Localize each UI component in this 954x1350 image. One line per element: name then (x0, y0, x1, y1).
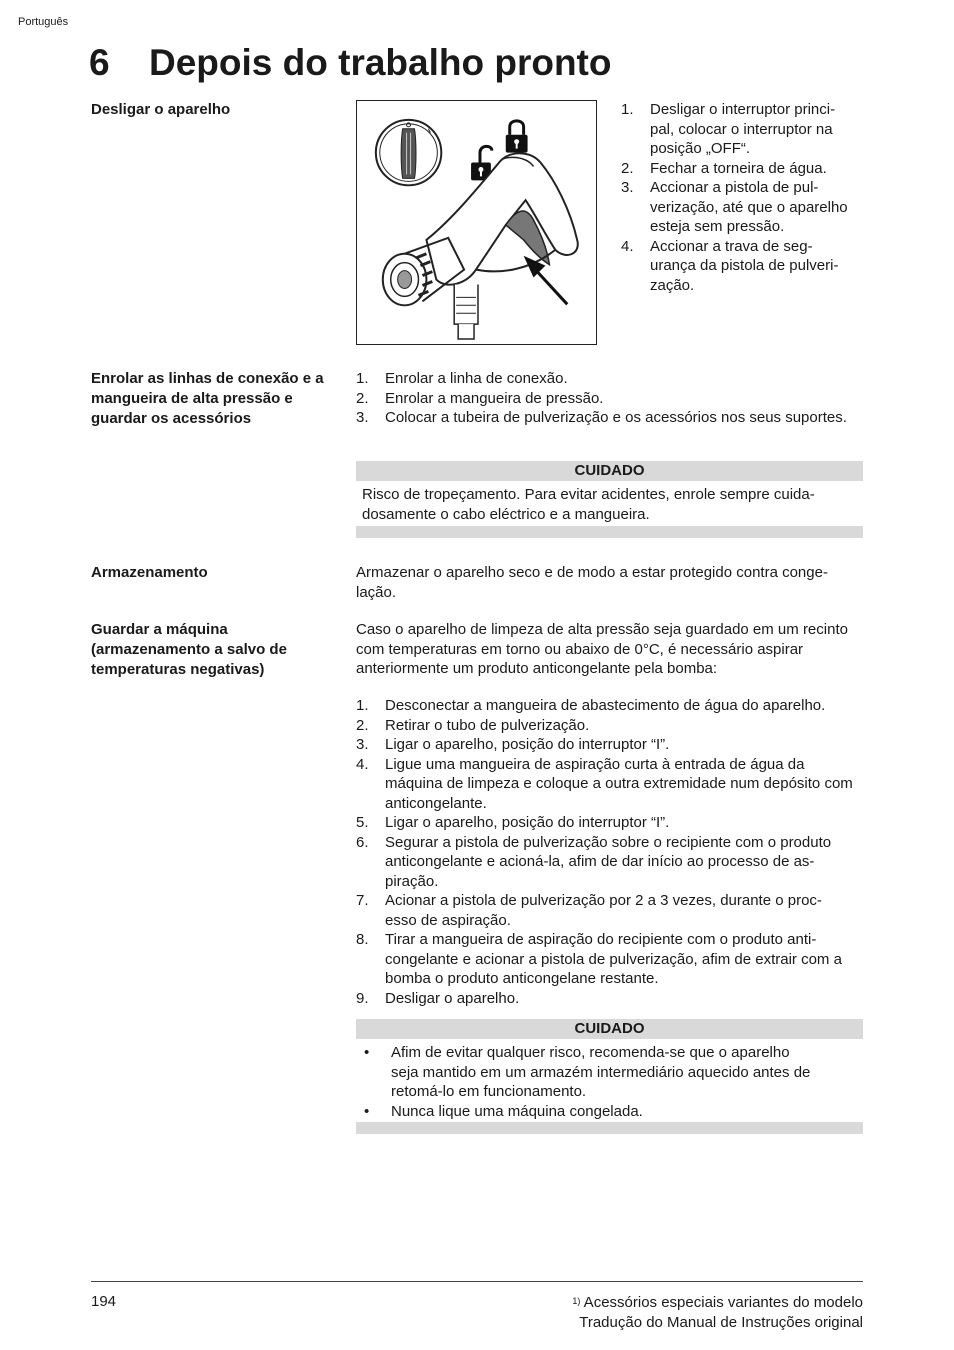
list-item: 3. Accionar a pistola de pul- verização, até que o aparelho esteja sem pressão. (621, 179, 848, 235)
notice-text-trip: Risco de tropeçamento. Para evitar acidentes, enrole sempre cuida- dosamente o cabo eléctrico e a mangueira. (362, 486, 815, 523)
footer-notes (572, 1293, 863, 1333)
list-item: 9. Desligar o aparelho. (356, 989, 520, 1007)
list-item: 2. Retirar o tubo de pulverização. (356, 716, 590, 734)
storage-text: Armazenar o aparelho seco e de modo a estar protegido contra conge- lação. (356, 564, 828, 601)
notice-footer-bar (356, 1122, 863, 1134)
arrow-icon (524, 256, 568, 305)
frost-intro: Caso o aparelho de limpeza de alta pressão seja guardado em um recinto com temperaturas em torno ou abaixo de 0°C, é necessário aspirar anteriormente um produto anticongelante pela bomba: (356, 621, 848, 677)
spray-gun-figure (356, 100, 597, 345)
list-item: 3. Ligar o aparelho, posição do interruptor “I”. (356, 736, 670, 753)
notice-bullets-frost (362, 1043, 857, 1121)
list-item: 4. Accionar a trava de seg- urança da pistola de pulveri- zação. (621, 237, 839, 294)
list-item: 6. Segurar a pistola de pulverização sobre o recipiente com o produto anticongelante e acioná-la, afim de dar início ao processo de as- piração. (356, 833, 832, 890)
list-item: 8. Tirar a mangueira de aspiração do recipiente com o produto anti- congelante e acionar a pistola de pulverização, afim de extrair com a bomba o produto anticongelane restante. (356, 931, 842, 987)
main-switch-dial-icon (376, 120, 441, 185)
language-label: Português (18, 16, 69, 28)
page-number: 194 (91, 1293, 117, 1310)
footnote-text: Acessórios especiais variantes do modelo (580, 1294, 863, 1311)
list-item: 2. Fechar a torneira de água. (621, 159, 827, 177)
manual-subtitle: Tradução do Manual de Instruções original (579, 1314, 863, 1331)
list-item: • Afim de evitar qualquer risco, recomenda-se que o aparelho seja mantido em um armazém intermediário aquecido antes de retomá-lo em funcionamento. (364, 1044, 811, 1100)
list-item: 4. Ligue uma mangueira de aspiração curta à entrada de água da máquina de limpeza e coloque a outra extremidade num depósito com anticongelante. (356, 755, 853, 812)
notice-label-frost: CUIDADO (356, 1019, 863, 1039)
frost-steps (356, 696, 863, 1008)
list-item: 3. Colocar a tubeira de pulverização e os acessórios nos seus suportes. (356, 409, 847, 426)
chapter-title (89, 38, 611, 88)
spray-gun-icon (357, 101, 596, 344)
notice-label-trip: CUIDADO (356, 461, 863, 481)
chapter-title-text: Depois do trabalho pronto (149, 42, 612, 83)
switch-off-steps (621, 100, 863, 295)
list-item: 1. Enrolar a linha de conexão. (356, 370, 568, 387)
footer-divider (91, 1281, 863, 1282)
notice-footer-bar (356, 526, 863, 538)
footnote (572, 1293, 863, 1313)
footnote-mark: 1) (572, 1296, 581, 1306)
section-heading-switch-off: Desligar o aparelho (91, 101, 231, 118)
list-item: 1. Desconectar a mangueira de abastecimento de água do aparelho. (356, 697, 826, 714)
list-item: 7. Acionar a pistola de pulverização por 2 a 3 vezes, durante o proc- esso de aspiração. (356, 892, 822, 929)
chapter-number: 6 (89, 42, 110, 83)
list-item: 2. Enrolar a mangueira de pressão. (356, 389, 604, 407)
list-item: • Nunca lique uma máquina congelada. (364, 1102, 643, 1120)
list-item: 5. Ligar o aparelho, posição do interruptor “I”. (356, 814, 670, 831)
section-heading-wind-up: Enrolar as linhas de conexão e a mangueira de alta pressão e guardar os acessórios (91, 370, 324, 427)
section-heading-storage: Armazenamento (91, 564, 208, 581)
wind-up-steps (356, 369, 863, 428)
padlock-closed-icon (506, 121, 528, 153)
section-heading-frost: Guardar a máquina (armazenamento a salvo de temperaturas negativas) (91, 621, 287, 678)
list-item: 1. Desligar o interruptor princi- pal, colocar o interruptor na posição „OFF“. (621, 101, 836, 157)
